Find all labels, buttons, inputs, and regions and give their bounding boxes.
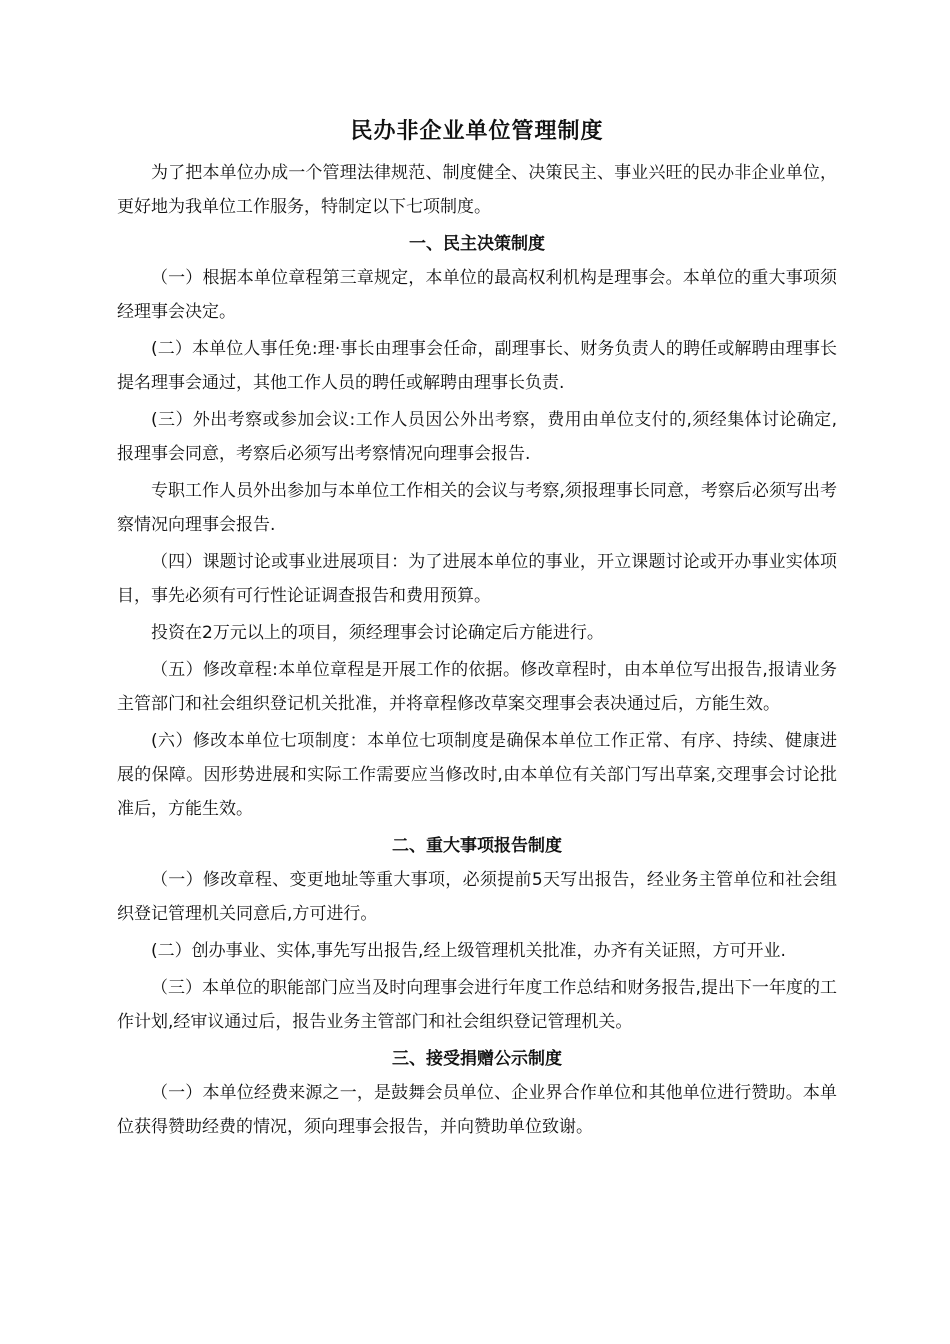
paragraph: （一）本单位经费来源之一，是鼓舞会员单位、企业界合作单位和其他单位进行赞助。本单位获得赞助经费的情况，须向理事会报告，并向赞助单位致谢。 [117, 1083, 837, 1137]
document-page [117, 112, 837, 1147]
paragraph: (三）外出考察或参加会议:工作人员因公外出考察，费用由单位支付的,须经集体讨论确定,报理事会同意，考察后必须写出考察情况向理事会报告. [117, 410, 837, 464]
paragraph: （一）根据本单位章程第三章规定，本单位的最高权利机构是理事会。本单位的重大事项须经理事会决定。 [117, 268, 837, 322]
section-donation-disclosure [117, 1042, 837, 1144]
paragraph: 专职工作人员外出参加与本单位工作相关的会议与考察,须报理事长同意，考察后必须写出考察情况向理事会报告. [117, 481, 837, 535]
paragraph: （四）课题讨论或事业进展项目：为了进展本单位的事业，开立课题讨论或开办事业实体项目，事先必须有可行性论证调查报告和费用预算。 [117, 552, 837, 606]
section-heading: 二、重大事项报告制度 [392, 836, 562, 856]
paragraph: （五）修改章程:本单位章程是开展工作的依据。修改章程时，由本单位写出报告,报请业务主管部门和社会组织登记机关批准，并将章程修改草案交理事会表决通过后，方能生效。 [117, 660, 837, 714]
paragraph: (二）本单位人事任免:理·事长由理事会任命，副理事长、财务负责人的聘任或解聘由理事长提名理事会通过，其他工作人员的聘任或解聘由理事长负责. [117, 339, 837, 393]
paragraph: (六）修改本单位七项制度：本单位七项制度是确保本单位工作正常、有序、持续、健康进展的保障。因形势进展和实际工作需要应当修改时,由本单位有关部门写出草案,交理事会讨论批准后，方能生效。 [117, 731, 837, 819]
paragraph: （一）修改章程、变更地址等重大事项，必须提前5天写出报告，经业务主管单位和社会组织登记管理机关同意后,方可进行。 [117, 870, 837, 924]
paragraph: （三）本单位的职能部门应当及时向理事会进行年度工作总结和财务报告,提出下一年度的工作计划,经审议通过后，报告业务主管部门和社会组织登记管理机关。 [117, 978, 837, 1032]
section-major-matters-report [117, 829, 837, 1039]
document-title: 民办非企业单位管理制度 [350, 119, 604, 144]
paragraph: 投资在2万元以上的项目，须经理事会讨论确定后方能进行。 [151, 623, 604, 643]
paragraph: (二）创办事业、实体,事先写出报告,经上级管理机关批准，办齐有关证照，方可开业. [151, 941, 786, 961]
section-heading: 三、接受捐赠公示制度 [392, 1049, 562, 1069]
section-democratic-decision [117, 227, 837, 826]
intro-paragraph: 为了把本单位办成一个管理法律规范、制度健全、决策民主、事业兴旺的民办非企业单位，更好地为我单位工作服务，特制定以下七项制度。 [117, 163, 837, 217]
section-heading: 一、民主决策制度 [409, 234, 545, 254]
